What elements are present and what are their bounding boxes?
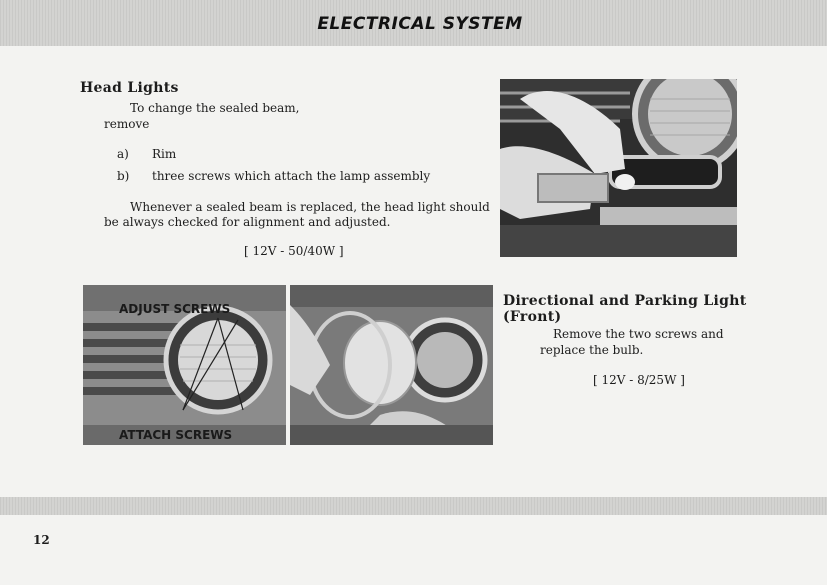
parking-light-photo	[500, 79, 737, 257]
head-lights-spec: [ 12V - 50/40W ]	[244, 244, 344, 258]
head-lights-note-line1: Whenever a sealed beam is replaced, the head light should	[130, 200, 490, 214]
directional-body-line1: Remove the two screws and	[553, 327, 724, 341]
page-title: ELECTRICAL SYSTEM	[317, 14, 523, 34]
step-b-text: three screws which attach the lamp assembly	[152, 169, 431, 183]
directional-spec: [ 12V - 8/25W ]	[593, 373, 685, 387]
adjust-screws-label: ADJUST SCREWS	[119, 302, 231, 316]
footer-band	[0, 497, 827, 515]
headlight-screws-photo	[83, 285, 286, 445]
page-number: 12	[33, 533, 50, 547]
head-lights-note-line2: be always checked for alignment and adjusted.	[104, 215, 391, 229]
head-lights-intro-line2: remove	[104, 117, 150, 131]
attach-screws-label: ATTACH SCREWS	[119, 428, 233, 442]
step-b-marker: b)	[117, 169, 130, 183]
step-a-text: Rim	[152, 147, 177, 161]
lamp-assembly-photo	[290, 285, 493, 445]
directional-body-line2: replace the bulb.	[540, 343, 644, 357]
head-lights-heading: Head Lights	[80, 80, 179, 96]
directional-heading-line1: Directional and Parking Light	[503, 293, 747, 309]
directional-heading-line2: (Front)	[503, 309, 562, 325]
head-lights-intro-line1: To change the sealed beam,	[130, 101, 300, 115]
step-a-marker: a)	[117, 147, 129, 161]
